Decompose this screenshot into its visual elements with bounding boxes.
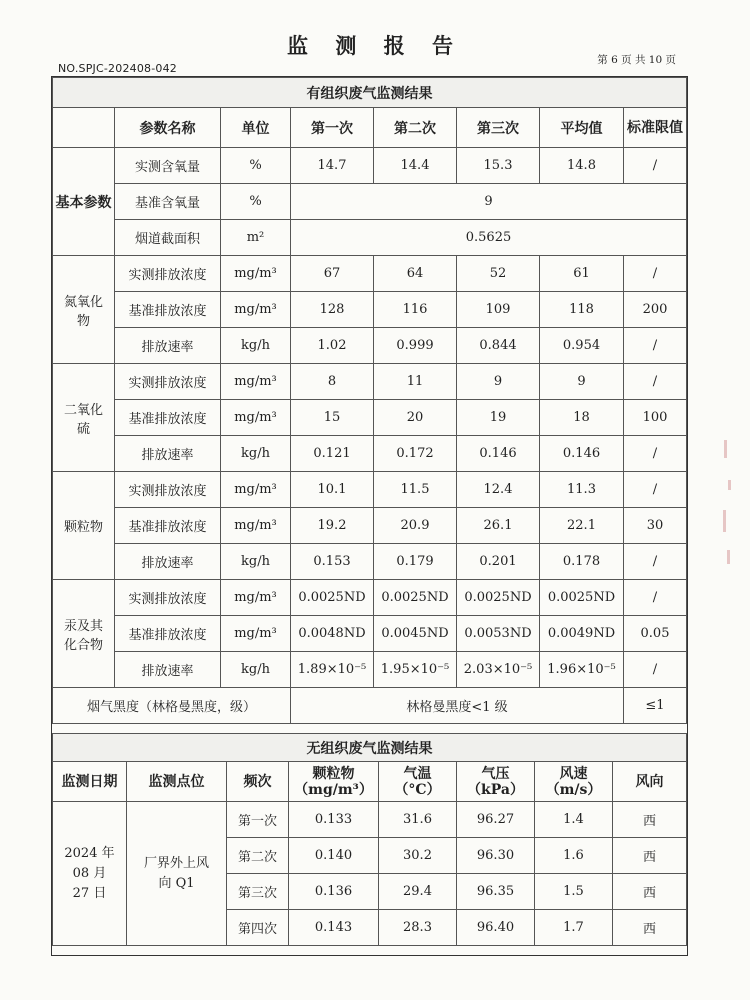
pollutant-row [53,544,687,580]
value-avg: 14.8 [540,148,624,184]
value-r3: 0.0053ND [457,616,540,652]
value-r1: 10.1 [291,472,374,508]
col-header-point: 监测点位 [127,762,227,802]
group-label-basic: 基本参数 [53,148,115,256]
value-r2: 11 [374,364,457,400]
value-r2: 0.172 [374,436,457,472]
col-header-limit: 标准限值 [624,108,687,148]
param-name: 排放速率 [115,544,221,580]
value-avg: 0.0049ND [540,616,624,652]
basic-param-row [53,148,687,184]
value-r2: 20 [374,400,457,436]
value-freq: 第四次 [227,910,289,946]
value-limit: / [624,364,687,400]
value-r2: 11.5 [374,472,457,508]
pollutant-row [53,616,687,652]
param-name: 实测排放浓度 [115,256,221,292]
value-r2: 20.9 [374,508,457,544]
param-unit: m² [221,220,291,256]
param-unit: mg/m³ [221,256,291,292]
param-name: 基准排放浓度 [115,292,221,328]
param-name: 排放速率 [115,436,221,472]
value-r1: 1.02 [291,328,374,364]
measurement-row [53,802,687,838]
header-row [53,762,687,802]
value-r3: 0.844 [457,328,540,364]
unorganized-section-title: 无组织废气监测结果 [53,734,687,762]
value-temp: 31.6 [379,802,457,838]
value-limit: 0.05 [624,616,687,652]
edge-stamp-mark [722,440,736,580]
value-avg: 0.146 [540,436,624,472]
value-particulate: 0.133 [289,802,379,838]
value-freq: 第三次 [227,874,289,910]
col-header-run1: 第一次 [291,108,374,148]
group-label: 颗粒物 [53,472,115,580]
value-r3: 0.146 [457,436,540,472]
blackness-row [53,688,687,724]
blackness-label: 烟气黑度（林格曼黑度，级） [53,688,291,724]
param-unit: kg/h [221,328,291,364]
value-pressure: 96.30 [457,838,535,874]
monitor-date: 2024 年 08 月 27 日 [53,802,127,946]
organized-emission-table [52,77,687,724]
value-r3: 9 [457,364,540,400]
value-r2: 0.179 [374,544,457,580]
value-pressure: 96.40 [457,910,535,946]
merged-value: 0.5625 [291,220,687,256]
col-header-freq: 频次 [227,762,289,802]
value-limit: / [624,580,687,616]
pollutant-row [53,472,687,508]
col-header-unit: 单位 [221,108,291,148]
col-header-temp: 气温 （°C） [379,762,457,802]
param-name: 烟道截面积 [115,220,221,256]
value-wind_dir: 西 [613,910,687,946]
header-blank-cell [53,108,115,148]
value-avg: 118 [540,292,624,328]
value-avg: 18 [540,400,624,436]
value-r3: 109 [457,292,540,328]
param-unit: % [221,184,291,220]
pollutant-row [53,328,687,364]
param-name: 基准含氧量 [115,184,221,220]
param-unit: kg/h [221,436,291,472]
value-particulate: 0.140 [289,838,379,874]
value-temp: 29.4 [379,874,457,910]
value-limit: / [624,328,687,364]
pollutant-row [53,364,687,400]
page-title: 监 测 报 告 [287,33,463,58]
param-unit: mg/m³ [221,292,291,328]
value-r3: 0.201 [457,544,540,580]
value-limit: 100 [624,400,687,436]
pollutant-row [53,508,687,544]
param-name: 基准排放浓度 [115,400,221,436]
value-temp: 28.3 [379,910,457,946]
value-wind_speed: 1.6 [535,838,613,874]
value-particulate: 0.143 [289,910,379,946]
pollutant-row [53,292,687,328]
value-r1: 67 [291,256,374,292]
merged-value: 9 [291,184,687,220]
value-avg: 1.96×10⁻⁵ [540,652,624,688]
value-limit: 200 [624,292,687,328]
value-avg: 11.3 [540,472,624,508]
value-avg: 0.0025ND [540,580,624,616]
param-unit: mg/m³ [221,400,291,436]
param-unit: mg/m³ [221,472,291,508]
value-r1: 128 [291,292,374,328]
param-name: 实测排放浓度 [115,472,221,508]
value-r1: 15 [291,400,374,436]
value-freq: 第一次 [227,802,289,838]
value-particulate: 0.136 [289,874,379,910]
group-label: 汞及其化合物 [53,580,115,688]
value-limit: / [624,148,687,184]
value-r3: 52 [457,256,540,292]
group-label: 氮氧化物 [53,256,115,364]
value-wind_speed: 1.5 [535,874,613,910]
value-r3: 15.3 [457,148,540,184]
value-wind_dir: 西 [613,874,687,910]
report-frame [51,76,688,956]
col-header-pressure: 气压 （kPa） [457,762,535,802]
value-r1: 0.153 [291,544,374,580]
value-avg: 9 [540,364,624,400]
value-pressure: 96.27 [457,802,535,838]
value-r1: 8 [291,364,374,400]
col-header-run3: 第三次 [457,108,540,148]
value-r2: 0.999 [374,328,457,364]
blackness-limit: ≤1 [624,688,687,724]
param-unit: kg/h [221,652,291,688]
param-name: 实测排放浓度 [115,580,221,616]
param-name: 实测含氧量 [115,148,221,184]
blackness-value: 林格曼黑度<1 级 [291,688,624,724]
param-unit: mg/m³ [221,580,291,616]
basic-param-row [53,184,687,220]
value-r3: 0.0025ND [457,580,540,616]
param-name: 基准排放浓度 [115,508,221,544]
value-r3: 2.03×10⁻⁵ [457,652,540,688]
param-name: 基准排放浓度 [115,616,221,652]
param-name: 排放速率 [115,328,221,364]
param-name: 实测排放浓度 [115,364,221,400]
param-unit: mg/m³ [221,508,291,544]
page-number: 第 6 页 共 10 页 [597,54,676,66]
value-avg: 0.954 [540,328,624,364]
pollutant-row [53,256,687,292]
param-name: 排放速率 [115,652,221,688]
value-limit: / [624,544,687,580]
report-number: NO.SPJC-202408-042 [58,62,178,75]
col-header-average: 平均值 [540,108,624,148]
value-r3: 12.4 [457,472,540,508]
value-r2: 64 [374,256,457,292]
value-r1: 0.0048ND [291,616,374,652]
value-limit: / [624,472,687,508]
value-r1: 0.0025ND [291,580,374,616]
col-header-particulate: 颗粒物 （mg/m³） [289,762,379,802]
value-r1: 14.7 [291,148,374,184]
group-label: 二氧化硫 [53,364,115,472]
value-limit: / [624,256,687,292]
organized-section-title: 有组织废气监测结果 [53,78,687,108]
col-header-wind_dir: 风向 [613,762,687,802]
param-unit: kg/h [221,544,291,580]
pollutant-row [53,436,687,472]
value-pressure: 96.35 [457,874,535,910]
value-avg: 0.178 [540,544,624,580]
pollutant-row [53,580,687,616]
unorganized-emission-table [52,733,687,946]
col-header-param_name: 参数名称 [115,108,221,148]
value-wind_dir: 西 [613,802,687,838]
value-r2: 0.0045ND [374,616,457,652]
pollutant-row [53,652,687,688]
value-r3: 19 [457,400,540,436]
header-row [53,108,687,148]
monitor-point: 厂界外上风 向 Q1 [127,802,227,946]
value-r1: 1.89×10⁻⁵ [291,652,374,688]
value-r2: 116 [374,292,457,328]
value-r2: 0.0025ND [374,580,457,616]
col-header-wind_speed: 风速 （m/s） [535,762,613,802]
value-r1: 0.121 [291,436,374,472]
value-avg: 61 [540,256,624,292]
section-title-row [53,78,687,108]
value-temp: 30.2 [379,838,457,874]
param-unit: % [221,148,291,184]
col-header-date: 监测日期 [53,762,127,802]
col-header-run2: 第二次 [374,108,457,148]
value-r2: 1.95×10⁻⁵ [374,652,457,688]
value-limit: 30 [624,508,687,544]
value-avg: 22.1 [540,508,624,544]
value-r3: 26.1 [457,508,540,544]
value-wind_speed: 1.4 [535,802,613,838]
value-limit: / [624,436,687,472]
value-limit: / [624,652,687,688]
section-title-row [53,734,687,762]
value-freq: 第二次 [227,838,289,874]
basic-param-row [53,220,687,256]
value-r2: 14.4 [374,148,457,184]
value-wind_speed: 1.7 [535,910,613,946]
value-r1: 19.2 [291,508,374,544]
pollutant-row [53,400,687,436]
param-unit: mg/m³ [221,616,291,652]
value-wind_dir: 西 [613,838,687,874]
param-unit: mg/m³ [221,364,291,400]
